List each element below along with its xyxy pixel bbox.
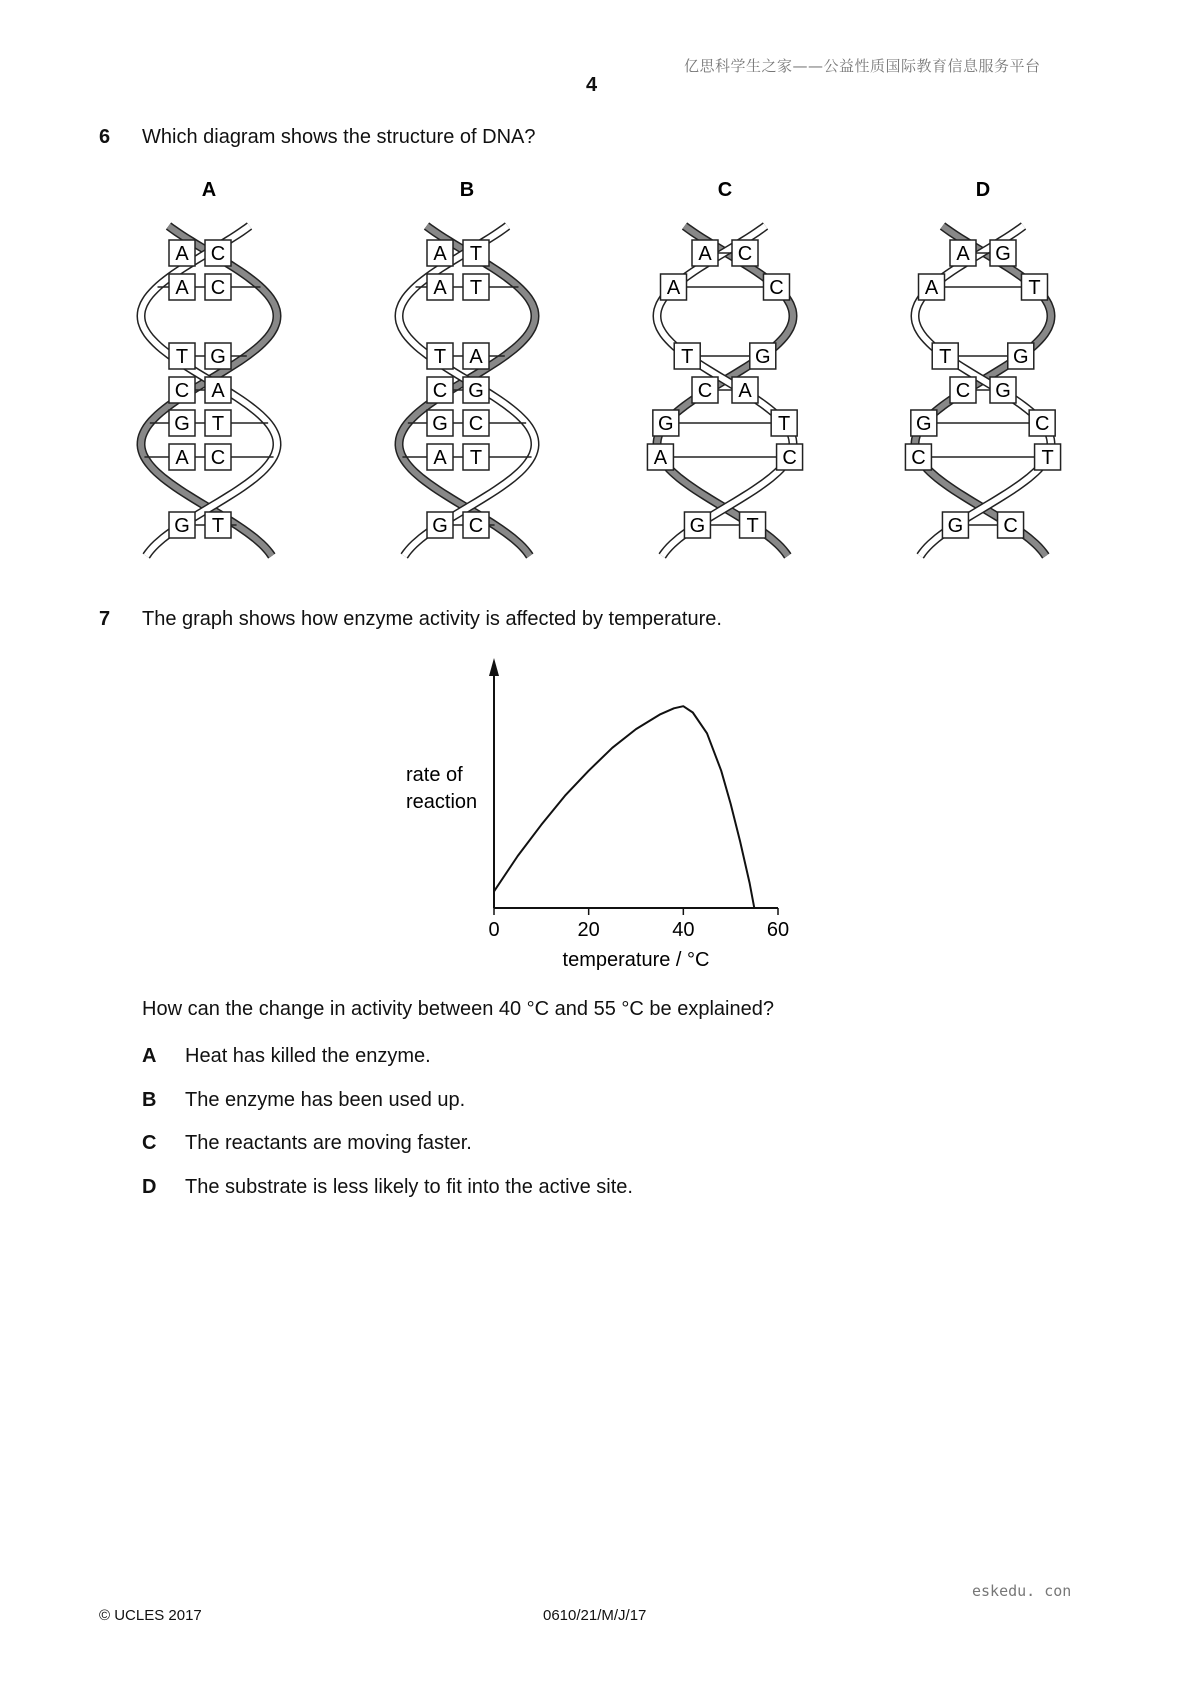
base-letter: T <box>469 447 483 469</box>
base-letter: T <box>681 346 694 368</box>
base-pair <box>653 410 797 436</box>
base-letter: T <box>469 243 483 265</box>
base-letter: A <box>653 447 668 469</box>
question-7-number: 7 <box>99 608 111 630</box>
base-letter: A <box>175 277 189 299</box>
base-pair <box>950 240 1016 266</box>
base-letter: A <box>738 380 752 402</box>
y-axis-label: rate of <box>406 764 463 786</box>
base-letter: T <box>1041 447 1054 469</box>
x-tick-label: 20 <box>577 919 600 941</box>
base-letter: C <box>911 447 926 469</box>
question-7-prompt: How can the change in activity between 40 °C and 55 °C be explained? <box>142 998 774 1020</box>
base-pair <box>647 444 802 470</box>
base-letter: G <box>995 243 1011 265</box>
base-letter: T <box>746 515 759 537</box>
base-letter: A <box>175 447 189 469</box>
base-letter: A <box>433 243 447 265</box>
base-letter: T <box>211 515 225 537</box>
base-letter: T <box>778 413 791 435</box>
dna-option-label: D <box>975 179 991 201</box>
footer-site: eskedu. con <box>972 1582 1072 1600</box>
y-axis-label: reaction <box>406 791 478 813</box>
base-letter: A <box>433 447 447 469</box>
enzyme-graph <box>380 650 820 980</box>
base-letter: C <box>1034 413 1050 435</box>
footer-copyright: © UCLES 2017 <box>99 1607 202 1624</box>
base-pair <box>674 343 776 369</box>
base-letter: A <box>666 277 681 299</box>
base-letter: G <box>689 515 706 537</box>
base-letter: G <box>916 413 932 435</box>
page-number: 4 <box>586 74 598 96</box>
base-pair <box>919 274 1048 300</box>
base-letter: C <box>468 515 484 537</box>
base-letter: T <box>1028 277 1041 299</box>
base-pair <box>692 240 758 266</box>
base-letter: G <box>174 413 190 435</box>
answer-b-label[interactable]: B <box>142 1089 157 1111</box>
base-letter: G <box>210 346 226 368</box>
base-letter: C <box>955 380 971 402</box>
dna-option-label: B <box>459 179 475 201</box>
base-letter: C <box>432 380 448 402</box>
base-letter: T <box>175 346 189 368</box>
base-letter: C <box>210 277 226 299</box>
base-letter: C <box>468 413 484 435</box>
answer-a-label[interactable]: A <box>142 1045 157 1067</box>
base-pair <box>942 512 1023 538</box>
base-pair <box>402 444 531 470</box>
dna-diagrams <box>0 170 1190 570</box>
footer-code: 0610/21/M/J/17 <box>543 1607 647 1624</box>
base-letter: C <box>737 243 753 265</box>
answer-c-text[interactable]: The reactants are moving faster. <box>185 1132 472 1154</box>
question-6-text: Which diagram shows the structure of DNA? <box>142 126 536 148</box>
base-letter: A <box>956 243 970 265</box>
base-letter: G <box>754 346 771 368</box>
base-letter: G <box>468 380 484 402</box>
base-pair <box>932 343 1034 369</box>
question-7-text: The graph shows how enzyme activity is affected by temperature. <box>142 608 722 630</box>
dna-option-a <box>141 179 277 556</box>
base-letter: C <box>210 243 226 265</box>
x-tick-label: 40 <box>672 919 695 941</box>
base-letter: A <box>433 277 447 299</box>
base-letter: G <box>174 515 190 537</box>
base-letter: T <box>469 277 483 299</box>
dna-option-label: C <box>717 179 733 201</box>
answer-d-label[interactable]: D <box>142 1176 157 1198</box>
header-site-name: 亿思科学生之家——公益性质国际教育信息服务平台 <box>684 57 1041 75</box>
base-pair <box>408 410 526 436</box>
base-letter: G <box>1012 346 1029 368</box>
answer-c-label[interactable]: C <box>142 1132 157 1154</box>
answer-a-text[interactable]: Heat has killed the enzyme. <box>185 1045 431 1067</box>
base-letter: C <box>210 447 226 469</box>
base-letter: C <box>782 447 797 469</box>
base-pair <box>661 274 790 300</box>
dna-option-b <box>399 179 535 556</box>
base-letter: A <box>175 243 189 265</box>
answer-d-text[interactable]: The substrate is less likely to fit into the active site. <box>185 1176 633 1198</box>
base-pair <box>150 410 268 436</box>
base-letter: A <box>698 243 712 265</box>
base-pair <box>905 444 1060 470</box>
question-6-number: 6 <box>99 126 111 148</box>
base-letter: T <box>433 346 447 368</box>
base-letter: C <box>1003 515 1018 537</box>
base-letter: G <box>658 413 674 435</box>
base-pair <box>144 444 273 470</box>
base-letter: G <box>995 380 1011 402</box>
base-letter: G <box>947 515 964 537</box>
base-letter: G <box>432 515 448 537</box>
base-letter: A <box>469 346 483 368</box>
base-letter: C <box>697 380 713 402</box>
answer-b-text[interactable]: The enzyme has been used up. <box>185 1089 466 1111</box>
x-tick-label: 60 <box>766 919 790 941</box>
base-letter: T <box>939 346 952 368</box>
base-letter: C <box>769 277 784 299</box>
dna-option-d <box>905 179 1060 556</box>
base-letter: A <box>924 277 939 299</box>
base-letter: G <box>432 413 448 435</box>
dna-option-label: A <box>201 179 217 201</box>
y-axis-arrow <box>489 658 499 676</box>
dna-option-c <box>647 179 802 556</box>
base-pair <box>684 512 765 538</box>
x-axis-label: temperature / °C <box>562 949 710 971</box>
base-letter: C <box>174 380 190 402</box>
base-letter: T <box>211 413 225 435</box>
x-tick-label: 0 <box>488 919 500 941</box>
activity-curve <box>494 706 754 908</box>
base-letter: A <box>211 380 225 402</box>
base-pair <box>911 410 1055 436</box>
